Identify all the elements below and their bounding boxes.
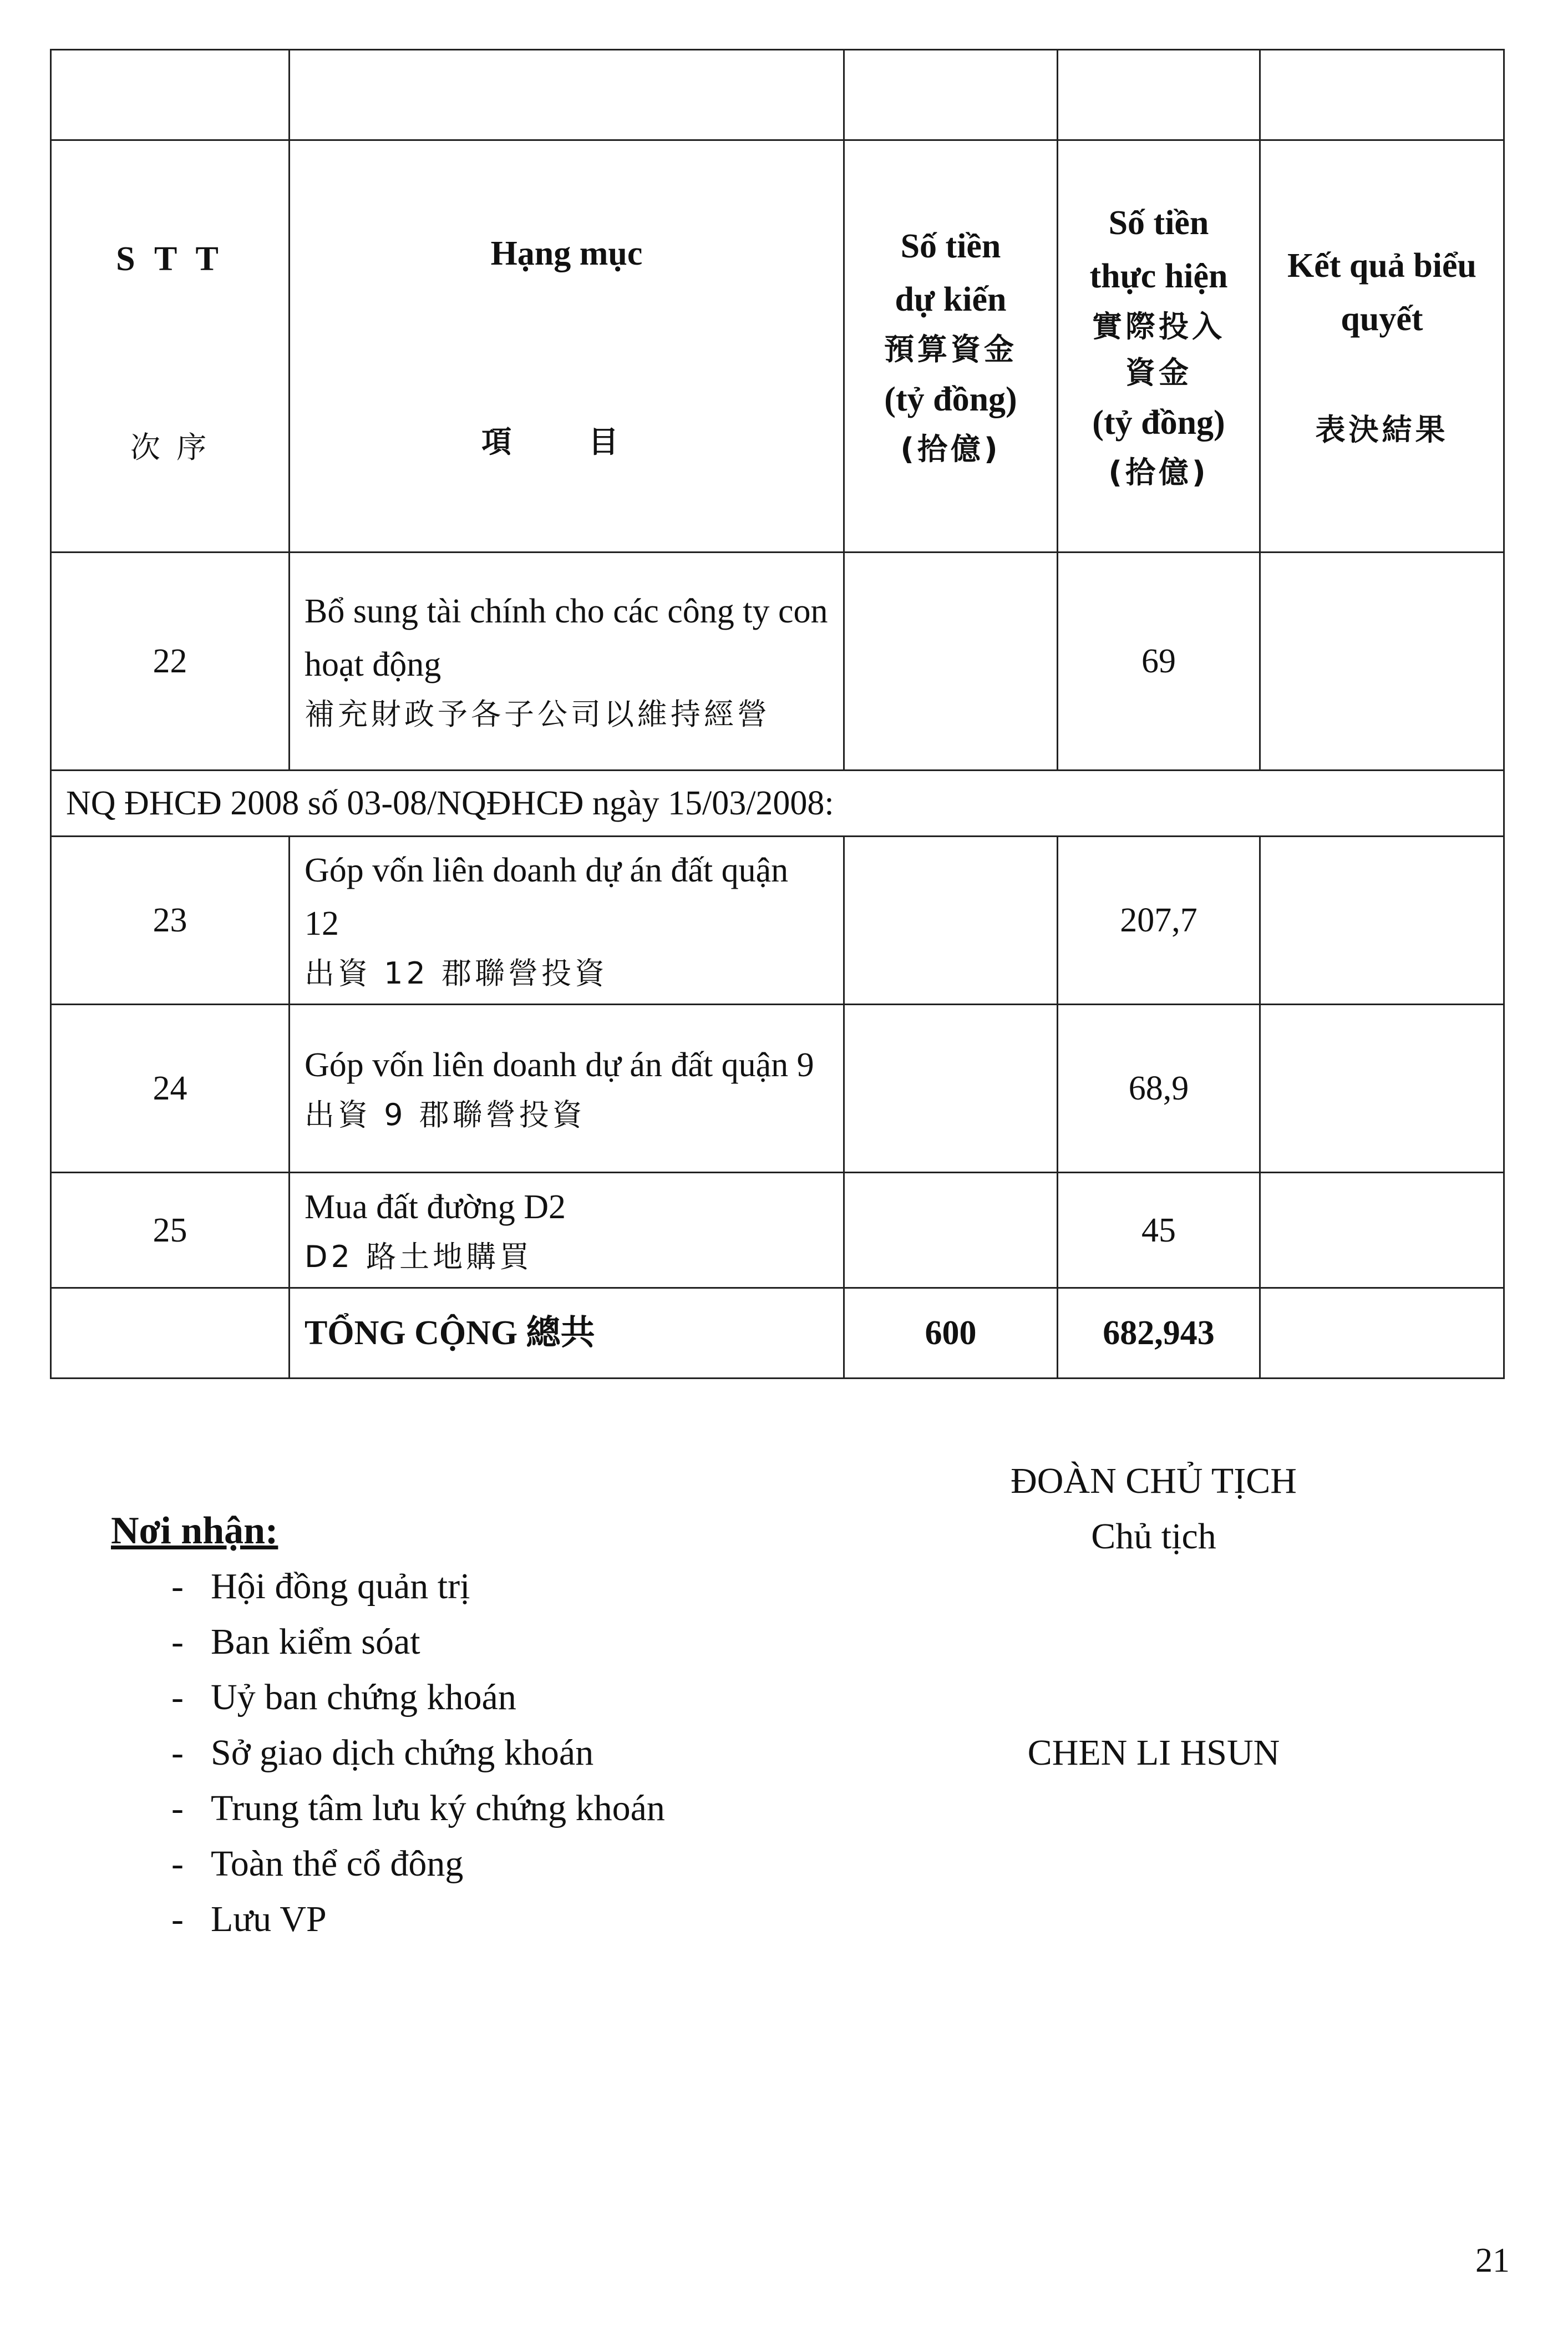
cell-budget xyxy=(844,553,1058,771)
cell-item-zh: D2 路土地購買 xyxy=(305,1239,533,1274)
signature-title: Chủ tịch xyxy=(1091,1516,1216,1557)
recipient-label: Uỷ ban chứng khoán xyxy=(211,1677,516,1717)
total-label: TỔNG CỘNG 總共 xyxy=(290,1288,844,1379)
recipient-label: Toàn thể cổ đông xyxy=(211,1843,464,1884)
cell-budget xyxy=(844,1005,1058,1173)
cell-budget xyxy=(844,837,1058,1005)
signature-block xyxy=(932,1453,1376,1781)
cell-stt: 22 xyxy=(51,553,290,771)
cell-budget xyxy=(844,1173,1058,1288)
page-number: 21 xyxy=(1475,2242,1510,2279)
total-stt xyxy=(51,1288,290,1379)
list-item: - Toàn thể cổ đông xyxy=(144,1836,665,1892)
total-actual: 682,943 xyxy=(1058,1288,1260,1379)
cell-actual: 69 xyxy=(1058,553,1260,771)
header-budget xyxy=(844,140,1058,553)
cell-actual: 68,9 xyxy=(1058,1005,1260,1173)
header-actual-line: Số tiền xyxy=(1108,204,1209,242)
cell-actual: 207,7 xyxy=(1058,837,1260,1005)
section-row xyxy=(51,771,1504,837)
header-actual-zh: 資金 xyxy=(1125,355,1192,391)
cell-stt: 25 xyxy=(51,1173,290,1288)
cell-result xyxy=(1260,553,1504,771)
cell-stt: 23 xyxy=(51,837,290,1005)
table-top-spacer-row xyxy=(51,50,1504,140)
cell-item-vi: Mua đất đường D2 xyxy=(305,1188,566,1226)
list-item: - Trung tâm lưu ký chứng khoán xyxy=(144,1781,665,1836)
header-item-label: Hạng mục xyxy=(490,235,643,273)
table-row xyxy=(51,837,1504,1005)
header-item-zh: 項 目 xyxy=(481,424,652,460)
cell-item-zh: 出資 12 郡聯營投資 xyxy=(305,956,608,991)
header-item xyxy=(290,140,844,553)
total-row xyxy=(51,1288,1504,1379)
recipients-block xyxy=(111,1509,665,1947)
list-item: - Lưu VP xyxy=(144,1892,665,1947)
list-item: - Uỷ ban chứng khoán xyxy=(144,1670,665,1725)
cell-item xyxy=(290,837,844,1005)
header-actual xyxy=(1058,140,1260,553)
header-budget-unit: (tỷ đồng) xyxy=(884,381,1017,419)
total-result xyxy=(1260,1288,1504,1379)
header-stt-label: S T T xyxy=(116,240,224,278)
total-budget: 600 xyxy=(844,1288,1058,1379)
header-actual-zh: 實際投入 xyxy=(1092,308,1225,344)
header-actual-line: thực hiện xyxy=(1089,257,1228,296)
cell-item-zh: 出資 9 郡聯營投資 xyxy=(305,1097,586,1133)
cell-item-zh: 補充財政予各子公司以維持經營 xyxy=(305,697,770,732)
header-actual-unit-zh: (拾億) xyxy=(1108,454,1209,490)
cell-item-vi: Góp vốn liên doanh dự án đất quận 9 xyxy=(305,1046,814,1085)
table-row xyxy=(51,1005,1504,1173)
table-row xyxy=(51,1173,1504,1288)
header-stt-zh: 次 序 xyxy=(130,430,210,465)
recipient-label: Lưu VP xyxy=(211,1899,327,1939)
recipient-label: Trung tâm lưu ký chứng khoán xyxy=(211,1788,665,1828)
cell-item xyxy=(290,553,844,771)
section-label: NQ ĐHCĐ 2008 số 03-08/NQĐHCĐ ngày 15/03/2008: xyxy=(51,771,1504,837)
header-result-line: Kết quả biểu xyxy=(1287,247,1477,285)
recipients-title: Nơi nhận: xyxy=(111,1509,278,1552)
header-result-zh: 表決結果 xyxy=(1315,412,1449,448)
recipient-label: Ban kiểm sóat xyxy=(211,1622,420,1662)
list-item: - Ban kiểm sóat xyxy=(144,1614,665,1670)
cell-item xyxy=(290,1005,844,1173)
header-budget-zh: 預算資金 xyxy=(884,332,1017,367)
table-header-row xyxy=(51,140,1504,553)
table-row xyxy=(51,553,1504,771)
cell-item-vi: Góp vốn liên doanh dự án đất quận 12 xyxy=(305,852,789,943)
recipients-list xyxy=(144,1559,665,1947)
cell-item xyxy=(290,1173,844,1288)
cell-result xyxy=(1260,1173,1504,1288)
cell-result xyxy=(1260,1005,1504,1173)
signature-name: CHEN LI HSUN xyxy=(1027,1732,1280,1773)
header-budget-line: dự kiến xyxy=(895,281,1007,319)
header-stt xyxy=(51,140,290,553)
cell-stt: 24 xyxy=(51,1005,290,1173)
list-item: - Hội đồng quản trị xyxy=(144,1559,665,1614)
cell-result xyxy=(1260,837,1504,1005)
header-budget-unit-zh: (拾億) xyxy=(900,432,1001,467)
list-item: - Sở giao dịch chứng khoán xyxy=(144,1725,665,1781)
signature-body: ĐOÀN CHỦ TỊCH xyxy=(1011,1461,1297,1501)
cell-actual: 45 xyxy=(1058,1173,1260,1288)
investment-table xyxy=(50,49,1505,1379)
recipient-label: Hội đồng quản trị xyxy=(211,1566,470,1607)
header-budget-line: Số tiền xyxy=(900,227,1001,266)
header-result xyxy=(1260,140,1504,553)
header-result-line: quyết xyxy=(1341,300,1423,338)
cell-item-vi: Bổ sung tài chính cho các công ty con hoạt động xyxy=(305,592,828,684)
header-actual-unit: (tỷ đồng) xyxy=(1092,403,1225,442)
recipient-label: Sở giao dịch chứng khoán xyxy=(211,1732,594,1773)
